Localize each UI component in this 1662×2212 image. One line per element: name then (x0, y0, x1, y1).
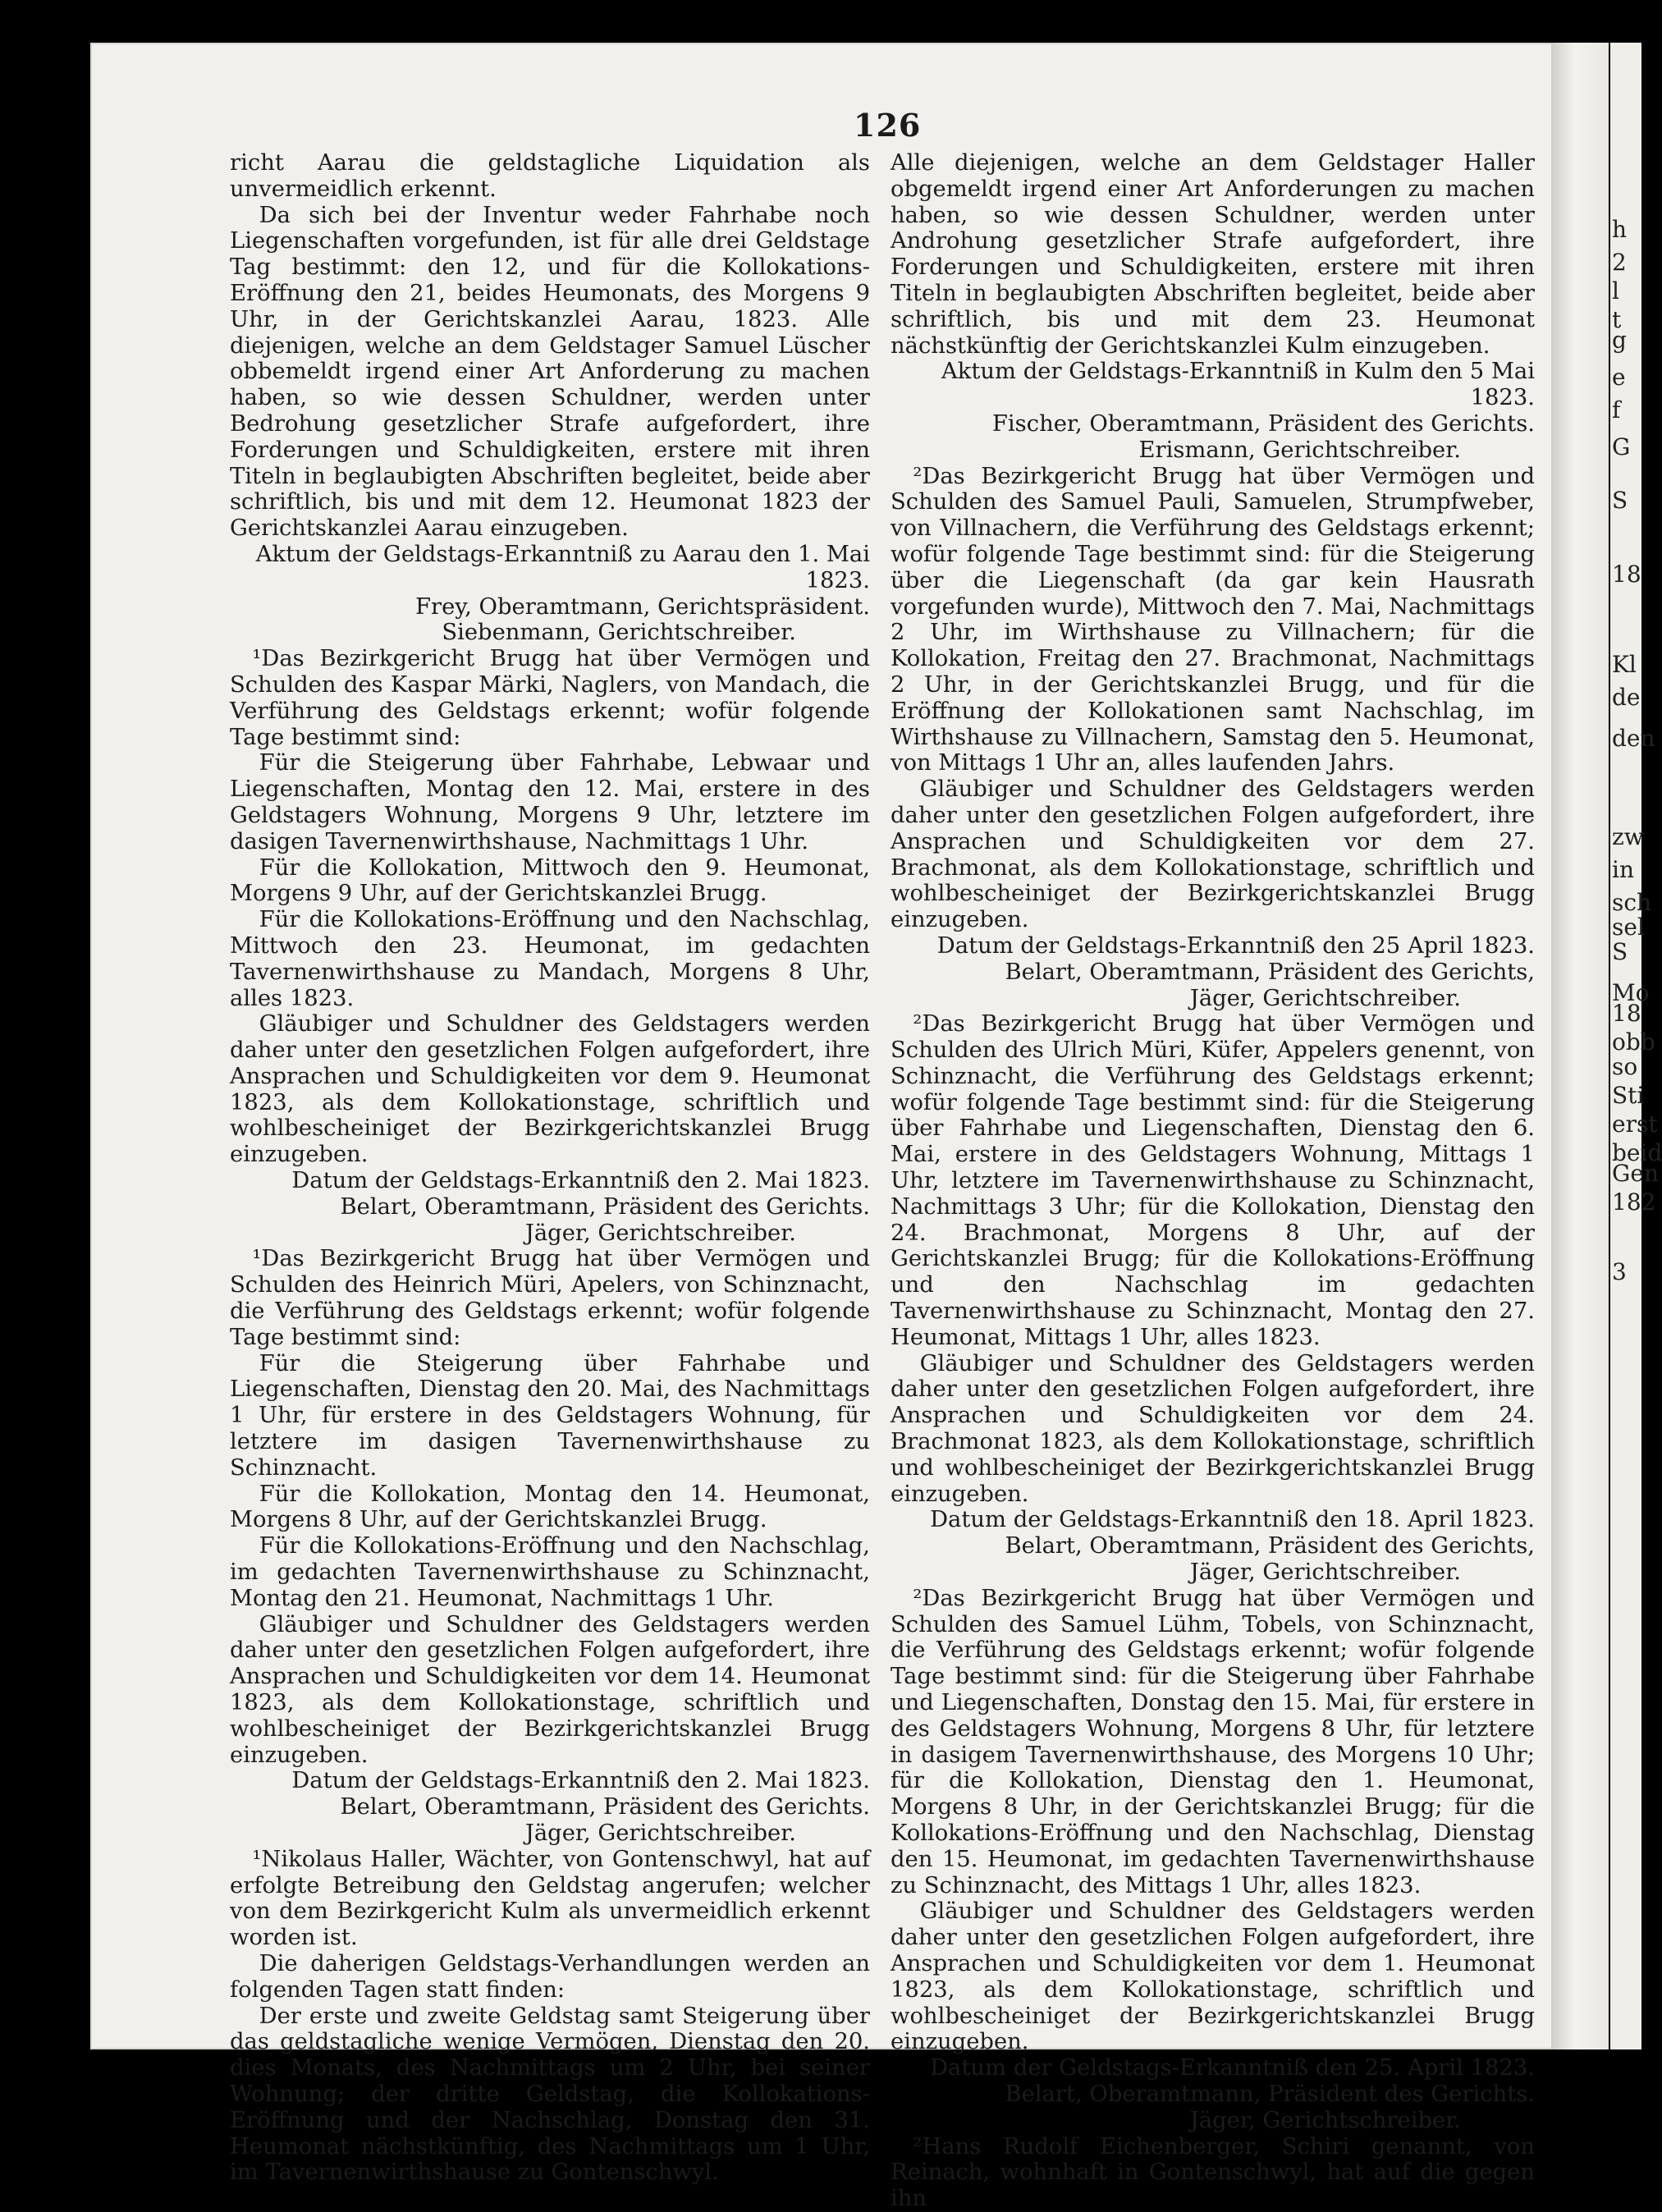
bleed-fragment: den (1612, 725, 1655, 752)
paragraph: Gläubiger und Schuldner des Geldstagers werden daher unter den gesetzlichen Folgen aufgefordert, ihre Ansprachen und Schuldigkeiten vor dem 14. Heumonat 1823, als dem Kollokationstage, schriftlich und wohlbescheiniget der Bezirkgerichtskanzlei Brugg einzugeben. (230, 1611, 870, 1768)
bleed-fragment: 18 (1612, 1000, 1641, 1027)
bleed-fragment: so (1612, 1053, 1638, 1080)
bleed-fragment: 3 (1612, 1258, 1627, 1285)
bleed-fragment: S (1612, 938, 1628, 965)
paragraph: Für die Kollokations-Eröffnung und den Nachschlag, Mittwoch den 23. Heumonat, im gedachten Tavernenwirthshause zu Mandach, Morgens 8 Uhr, alles 1823. (230, 907, 870, 1011)
paragraph: Gläubiger und Schuldner des Geldstagers werden daher unter den gesetzlichen Folgen aufgefordert, ihre Ansprachen und Schuldigkeiten vor dem 1. Heumonat 1823, als dem Kollokationstage, schriftlich und wohlbescheiniget der Bezirkgerichtskanzlei Brugg einzugeben. (891, 1898, 1535, 2055)
bleed-fragment: t (1612, 306, 1622, 333)
signature-line: Datum der Geldstags-Erkanntniß den 25. April 1823. (930, 2055, 1535, 2081)
bleed-fragment: l (1612, 277, 1619, 305)
bleed-fragment: de (1612, 684, 1641, 711)
signature-line: Jäger, Gerichtschreiber. (1189, 2107, 1461, 2133)
paragraph: ²Das Bezirkgericht Brugg hat über Vermögen und Schulden des Ulrich Müri, Küfer, Appelers genennt, von Schinznacht, die Verführung des Geldstags erkennt; wofür folgende Tage bestimmt sind: für die Steigerung über Fahrhabe und Liegenschaften, Dienstag den 6. Mai, erstere in des Geldstagers Wohnung, Mittags 1 Uhr, letztere im Tavernenwirthshause zu Schinznacht, Nachmittags 3 Uhr; für die Kollokation, Dienstag den 24. Brachmonat, Morgens 8 Uhr, auf der Gerichtskanzlei Brugg; für die Kollokations-Eröffnung und den Nachschlag im gedachten Tavernenwirthshause zu Schinznacht, Montag den 27. Heumonat, Mittags 1 Uhr, alles 1823. (891, 1011, 1535, 1350)
paragraph: Da sich bei der Inventur weder Fahrhabe noch Liegenschaften vorgefunden, ist für alle drei Geldstage Tag bestimmt: den 12, und für die Kollokations-Eröffnung den 21, beides Heumonats, des Morgens 9 Uhr, in der Gerichtskanzlei Aarau, 1823. Alle diejenigen, welche an dem Geldstager Samuel Lüscher obbemeldt irgend einer Art Anforderung zu machen haben, so wie dessen Schuldner, werden unter Bedrohung gesetzlicher Strafe aufgefordert, ihre Forderungen und Schuldigkeiten, erstere mit ihren Titeln in beglaubigten Abschriften begleitet, beide aber schriftlich, bis und mit dem 12. Heumonat 1823 der Gerichtskanzlei Aarau einzugeben. (230, 202, 870, 542)
signature-line: Erismann, Gerichtschreiber. (1138, 437, 1461, 463)
bleed-fragment: in (1612, 856, 1634, 883)
bleed-fragment: G (1612, 433, 1631, 460)
bleed-fragment: Mo (1612, 979, 1650, 1006)
bleed-fragment: 18 (1612, 561, 1641, 588)
bleed-fragment: h (1612, 216, 1628, 243)
bleed-fragment: 2 (1612, 249, 1627, 276)
paragraph: Für die Kollokations-Eröffnung und den Nachschlag, im gedachten Tavernenwirthshause zu Schinznacht, Montag den 21. Heumonat, Nachmittags 1 Uhr. (230, 1533, 870, 1611)
paragraph: Gläubiger und Schuldner des Geldstagers werden daher unter den gesetzlichen Folgen aufgefordert, ihre Ansprachen und Schuldigkeiten vor dem 24. Brachmonat 1823, als dem Kollokationstage, schriftlich und wohlbescheiniget der Bezirkgerichtskanzlei Brugg einzugeben. (891, 1350, 1535, 1507)
bleed-fragment: f (1612, 396, 1621, 424)
bleed-fragment: e (1612, 364, 1626, 391)
signature-line: Datum der Geldstags-Erkanntniß den 18. April 1823. (930, 1507, 1535, 1533)
paragraph: Für die Steigerung über Fahrhabe, Lebwaar und Liegenschaften, Montag den 12. Mai, erstere in des Geldstagers Wohnung, Morgens 9 Uhr, letztere im dasigen Tavernenwirthshause, Nachmittags 1 Uhr. (230, 750, 870, 854)
signature-line: Datum der Geldstags-Erkanntniß den 2. Mai 1823. (291, 1768, 870, 1794)
bleed-fragment: 182 (1612, 1188, 1656, 1216)
signature-line: Datum der Geldstags-Erkanntniß den 2. Mai 1823. (291, 1168, 870, 1194)
bleed-fragment: sch (1612, 889, 1652, 916)
paragraph: ¹Das Bezirkgericht Brugg hat über Vermögen und Schulden des Kaspar Märki, Naglers, von Mandach, die Verführung des Geldstags erkennt; wofür folgende Tage bestimmt sind: (230, 646, 870, 750)
signature-line: Datum der Geldstags-Erkanntniß den 25 April 1823. (936, 932, 1535, 959)
left-column (230, 150, 870, 2186)
signature-line: Belart, Oberamtmann, Präsident des Gerichts. (1005, 2081, 1535, 2107)
paragraph: Die daherigen Geldstags-Verhandlungen werden an folgenden Tagen statt finden: (230, 1950, 870, 2003)
paragraph: ²Das Bezirkgericht Brugg hat über Vermögen und Schulden des Samuel Lühm, Tobels, von Schinznacht, die Verführung des Geldstags erkennt; wofür folgende Tage bestimmt sind: für die Steigerung über Fahrhabe und Liegenschaften, Donstag den 15. Mai, für erstere in des Geldstagers Wohnung, Morgens 8 Uhr, für letztere in dasigem Tavernenwirthshause, des Morgens 10 Uhr; für die Kollokation, Dienstag den 1. Heumonat, Morgens 8 Uhr, in der Gerichtskanzlei Brugg; für die Kollokations-Eröffnung und den Nachschlag, Dienstag den 15. Heumonat, im gedachten Tavernenwirthshause zu Schinznacht, des Mittags 1 Uhr, alles 1823. (891, 1585, 1535, 1898)
paragraph: ¹Das Bezirkgericht Brugg hat über Vermögen und Schulden des Heinrich Müri, Apelers, von Schinznacht, die Verführung des Geldstags erkennt; wofür folgende Tage bestimmt sind: (230, 1246, 870, 1350)
paragraph: Für die Kollokation, Mittwoch den 9. Heumonat, Morgens 9 Uhr, auf der Gerichtskanzlei Brugg. (230, 854, 870, 907)
bleed-fragment: S (1612, 487, 1628, 514)
signature-line: Belart, Oberamtmann, Präsident des Gerichts, (1005, 1533, 1535, 1559)
signature-line: Jäger, Gerichtschreiber. (1189, 1559, 1461, 1586)
paragraph: Für die Kollokation, Montag den 14. Heumonat, Morgens 8 Uhr, auf der Gerichtskanzlei Brugg. (230, 1481, 870, 1533)
bleed-fragment: erst (1612, 1111, 1658, 1138)
page-gutter (1551, 43, 1609, 2049)
signature-line: Aktum der Geldstags-Erkanntniß zu Aarau den 1. Mai 1823. (255, 541, 870, 593)
paragraph: Für die Steigerung über Fahrhabe und Liegenschaften, Dienstag den 20. Mai, des Nachmittags 1 Uhr, für erstere in des Geldstagers Wohnung, für letztere im dasigen Tavernenwirthshause zu Schinznacht. (230, 1350, 870, 1481)
signature-line: Belart, Oberamtmann, Präsident des Gerichts. (340, 1193, 870, 1220)
signature-line: Jäger, Gerichtschreiber. (1189, 985, 1461, 1011)
signature-line: Aktum der Geldstags-Erkanntniß in Kulm den 5 Mai 1823. (941, 359, 1535, 411)
bleed-fragment: Kl (1612, 651, 1637, 678)
bleed-fragment: g (1612, 327, 1627, 354)
bleed-fragment: sel (1612, 914, 1645, 941)
page-number: 126 (854, 107, 922, 144)
paragraph: ²Hans Rudolf Eichenberger, Schiri genannt, von Reinach, wohnhaft in Gontenschwyl, hat auf die gegen ihn (891, 2133, 1535, 2212)
signature-line: Belart, Oberamtmann, Präsident des Gerichts, (1005, 959, 1535, 985)
bleed-fragment: Sti (1612, 1082, 1645, 1109)
signature-line: Siebenmann, Gerichtschreiber. (442, 620, 796, 646)
bleed-fragment: zw (1612, 823, 1644, 850)
paragraph: Alle diejenigen, welche an dem Geldstager Haller obgemeldt irgend einer Art Anforderungen zu machen haben, so wie dessen Schuldner, werden unter Androhung gesetzlicher Strafe aufgefordert, ihre Forderungen und Schuldigkeiten, erstere mit ihren Titeln in beglaubigten Abschriften begleitet, beide aber schriftlich, bis und mit dem 23. Heumonat nächstkünftig der Gerichtskanzlei Kulm einzugeben. (891, 150, 1535, 359)
paragraph: Der erste und zweite Geldstag samt Steigerung über das geldstagliche wenige Vermögen, Dienstag den 20. dies Monats, des Nachmittags um 2 Uhr, bei seiner Wohnung; der dritte Geldstag, die Kollokations-Eröffnung und der Nachschlag, Donstag den 31. Heumonat nächstkünftig, des Nachmittags um 1 Uhr, im Tavernenwirthshause zu Gontenschwyl. (230, 2003, 870, 2186)
paragraph: richt Aarau die geldstagliche Liquidation als unvermeidlich erkennt. (230, 150, 870, 202)
paragraph: Gläubiger und Schuldner des Geldstagers werden daher unter den gesetzlichen Folgen aufgefordert, ihre Ansprachen und Schuldigkeiten vor dem 9. Heumonat 1823, als dem Kollokationstage, schriftlich und wohlbescheiniget der Bezirkgerichtskanzlei Brugg einzugeben. (230, 1011, 870, 1168)
paragraph: Gläubiger und Schuldner des Geldstagers werden daher unter den gesetzlichen Folgen aufgefordert, ihre Ansprachen und Schuldigkeiten vor dem 27. Brachmonat, als dem Kollokationstage, schriftlich und wohlbescheiniget der Bezirkgerichtskanzlei Brugg einzugeben. (891, 776, 1535, 933)
paragraph: ¹Nikolaus Haller, Wächter, von Gontenschwyl, hat auf erfolgte Betreibung den Geldstag angerufen; welcher von dem Bezirkgericht Kulm als unvermeidlich erkennt worden ist. (230, 1846, 870, 1951)
paragraph: ²Das Bezirkgericht Brugg hat über Vermögen und Schulden des Samuel Pauli, Samuelen, Strumpfweber, von Villnachern, die Verführung des Geldstags erkennt; wofür folgende Tage bestimmt sind: für die Steigerung über die Liegenschaft (da gar kein Hausrath vorgefunden wurde), Mittwoch den 7. Mai, Nachmittags 2 Uhr, im Wirthshause zu Villnachern; für die Kollokation, Freitag den 27. Brachmonat, Nachmittags 2 Uhr, in der Gerichtskanzlei Brugg, und für die Eröffnung der Kollokationen samt Nachschlag, im Wirthshause zu Villnachern, Samstag den 5. Heumonat, von Mittags 1 Uhr an, alles laufenden Jahrs. (891, 463, 1535, 776)
signature-line: Frey, Oberamtmann, Gerichtspräsident. (414, 593, 870, 620)
signature-line: Fischer, Oberamtmann, Präsident des Gerichts. (991, 410, 1535, 437)
signature-line: Jäger, Gerichtschreiber. (524, 1820, 796, 1846)
signature-line: Belart, Oberamtmann, Präsident des Gerichts. (340, 1794, 870, 1820)
signature-line: Jäger, Gerichtschreiber. (524, 1220, 796, 1246)
bleed-fragment: obb (1612, 1028, 1655, 1056)
bleed-fragment: beid (1612, 1139, 1662, 1166)
bleed-fragment: Gen (1612, 1160, 1659, 1187)
right-column (891, 150, 1535, 2212)
facing-page-edge (1610, 43, 1662, 2049)
